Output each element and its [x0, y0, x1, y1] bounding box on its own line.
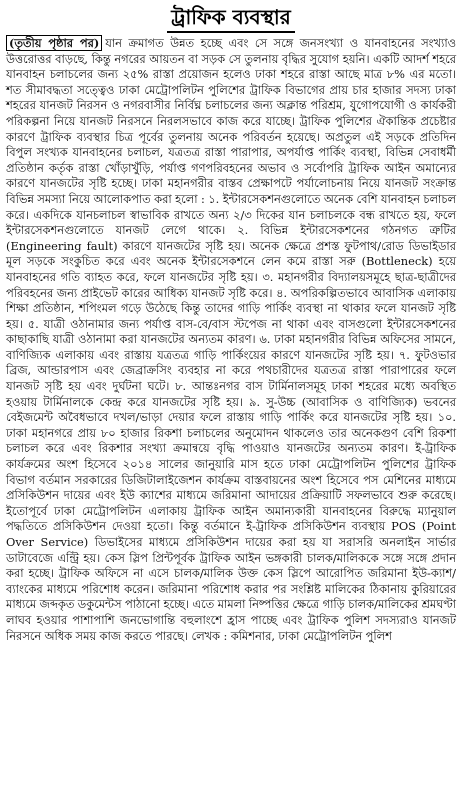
headline: ট্রাফিক ব্যবস্থার [167, 4, 294, 33]
body-text: যান ক্রমাগত উন্নত হচ্ছে এবং সে সঙ্গে জনসংখ্যা ও যানবাহনের সংখ্যাও উত্তরোত্তর বাড়ছে, কিন্তু নগরের আয়তন বা সড়ক সে তুলনায় বৃদ্ধির সুযোগ হয়নি। একটি আদর্শ শহরে যানবাহন চলাচলের জন্য ২৫% রাস্তা প্রয়োজন হলেও ঢাকা শহরে রাস্তা আছে মাত্র ৮% এর মতো। শত সীমাবদ্ধতা সত্ত্বেও ঢাকা মেট্রোপলিটন পুলিশের ট্রাফিক বিভাগের প্রায় চার হাজার সদস্য ঢাকা শহরের যানজট নিরসন ও নগরবাসীর নির্বিঘ্ন চলাচলের জন্য অক্লান্ত পরিশ্রম, যুগোপযোগী ও কার্যকরী পরিকল্পনা নিয়ে যানজট নিরসনে নিরলসভাবে কাজ করে যাচ্ছে। ট্রাফিক পুলিশের ঐকান্তিক প্রচেষ্টার কারণে ট্রাফিক ব্যবস্থার চিত্র পূর্বের তুলনায় অনেক পরিবর্তন হয়েছে। অপ্রতুল এই সড়কে প্রতিদিন বিপুল সংখ্যক যানবাহনের চলাচল, যত্রতত্র রাস্তা পারাপার, অপর্যাপ্ত পার্কিং ব্যবস্থা, বিভিন্ন সেবাধর্মী প্রতিষ্ঠান কর্তৃক রাস্তা খোঁড়াখুঁড়ি, পর্যাপ্ত গণপরিবহনের অভাব ও সর্বোপরি ট্রাফিক আইন অমান্যের কারণে যানজটের সৃষ্টি হচ্ছে। ঢাকা মহানগরীর বাস্তব প্রেক্ষাপটে পর্যালোচনায় নিয়ে যানজট সংক্রান্ত বিভিন্ন সমস্যা নিয়ে আলোকপাত করা হলো : ১. ইন্টারসেকশনগুলোতে অনেক বেশি যানবাহন চলাচল করে। একদিকে যানচলাচল স্বাভাবিক রাখতে অন্য ২/৩ দিকের যান চলাচলকে বন্ধ রাখতে হয়, ফলে ইন্টারসেকশনগুলোতে যানজট লেগে থাকে। ২. বিভিন্ন ইন্টারসেকশনের গঠনগত ত্রুটির (Engineering fault) কারণে যানজটের সৃষ্টি হয়। অনেক ক্ষেত্রে প্রশস্ত ফুটপাথ/রোড ডিভাইডার মূল সড়কে সংকুচিত করে এবং অনেক ইন্টারসেকশনে লেন কমে রাস্তা সরু (Bottleneck) হয়ে যানবাহনের গতি ব্যাহত করে, ফলে যানজটের সৃষ্টি হয়। ৩. মহানগরীর বিদ্যালয়সমূহে ছাত্র-ছাত্রীদের পরিবহনের জন্য প্রাইভেট কারের আধিক্য যানজট সৃষ্টি করে। ৪. অপরিকল্পিতভাবে আবাসিক এলাকায় শিক্ষা প্রতিষ্ঠান, শপিংমল গড়ে উঠেছে কিন্তু তাদের গাড়ি পার্কিং ব্যবস্থা না থাকার ফলে যানজট সৃষ্টি হয়। ৫. যাত্রী ওঠানামার জন্য পর্যাপ্ত বাস-বে/বাস স্টপেজ না থাকা এবং বাসগুলো ইন্টারসেকশনের কাছাকাছি যাত্রী ওঠানামা করা যানজটের অন্যতম কারণ। ৬. ঢাকা মহানগরীর বিভিন্ন অফিসের সামনে, বাণিজ্যিক এলাকায় এবং রাস্তায় যত্রতত্র গাড়ি পার্কিংয়ের কারণে যানজটের সৃষ্টি হয়। ৭. ফুটওভার ব্রিজ, আন্ডারপাস এবং জেব্রাক্রসিং ব্যবহার না করে পথচারীদের যত্রতত্র রাস্তা পারাপারের ফলে যানজট সৃষ্টি হয় এবং দুর্ঘটনা ঘটে। ৮. আন্তঃনগর বাস টার্মিনালসমূহ ঢাকা শহরের মধ্যে অবস্থিত হওয়ায় টার্মিনালকে কেন্দ্র করে যানজটের সৃষ্টি হয়। ৯. সু-উচ্চ (আবাসিক ও বাণিজ্যিক) ভবনের বেইজমেন্ট অবৈধভাবে দখল/ভাড়া দেয়ার ফলে রাস্তায় গাড়ি পার্কিং করে যানজটের সৃষ্টি হয়। ১০. ঢাকা মহানগরে প্রায় ৮০ হাজার রিকশা চলাচলের অনুমোদন থাকলেও তার অনেকগুণ বেশি রিকশা চলাচল করে এবং রিকশার সংখ্যা ক্রমান্বয়ে বৃদ্ধি পাওয়াও যানজটের অন্যতম কারণ। ই-ট্রাফিক কার্যক্রমের অংশ হিসেবে ২০১৪ সালের জানুয়ারি মাস হতে ঢাকা মেট্রোপলিটন পুলিশের ট্রাফিক বিভাগ বর্তমান সরকারের ডিজিটালাইজেশন কার্যক্রম বাস্তবায়নের অংশ হিসেবে পস মেশিনের মাধ্যমে প্রসিকিউশন দায়ের এবং ইউ ক্যাশের মাধ্যমে জরিমানা আদায়ের প্রক্রিয়াটি সফলভাবে শুরু করেছে। ইতোপূর্বে ঢাকা মেট্রোপলিটন এলাকায় ট্রাফিক আইন অমান্যকারী যানবাহনের বিরুদ্ধে ম্যানুয়াল পদ্ধতিতে প্রসিকিউশন দেওয়া হতো। কিন্তু বর্তমানে ই-ট্রাফিক প্রসিকিউশন ব্যবস্থায় POS (Point Over Service) ডিভাইসের মাধ্যমে প্রসিকিউশন দায়ের করা হয় যা সরাসরি অনলাইন সার্ভার ডাটাবেজে এন্ট্রি হয়। কেস স্লিপ প্রিন্টপূর্বক ট্রাফিক আইন ভঙ্গকারী চালক/মালিককে সঙ্গে সঙ্গে প্রদান করা হচ্ছে। ট্রাফিক অফিসে না এসে চালক/মালিক উক্ত কেস স্লিপে আরোপিত জরিমানা ইউ-ক্যাশ/ ব্যাংকের মাধ্যমে পরিশোধ করেন। জরিমানা পরিশোধ করার পর সংশ্লিষ্ট মালিকের ঠিকানায় কুরিয়ারের মাধ্যমে জব্দকৃত ডকুমেন্টস পাঠানো হচ্ছে। এতে মামলা নিষ্পত্তির ক্ষেত্রে গাড়ি চালক/মালিকের শ্রমঘণ্টা লাঘব হওয়ার পাশাপাশি জনভোগান্তি বহুলাংশে হ্রাস পাচ্ছে এবং ট্রাফিক পুলিশ সদস্যরাও যানজট নিরসনে অধিক সময় কাজ করতে পারছে। লেখক : কমিশনার, ঢাকা মেট্রোপলিটন পুলিশ [6, 36, 457, 643]
continued-label: (তৃতীয় পৃষ্ঠার পর) [6, 35, 102, 51]
article-body [6, 36, 456, 644]
headline-wrap [6, 4, 456, 33]
